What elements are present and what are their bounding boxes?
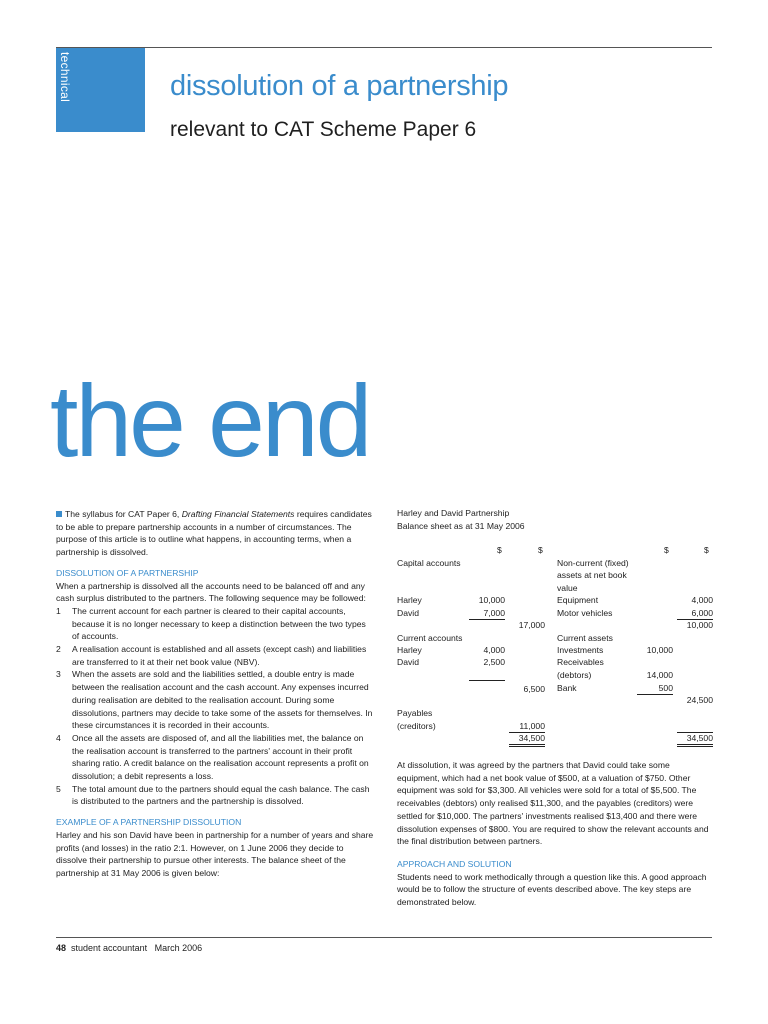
bs-title: Harley and David Partnership [397, 508, 510, 518]
section-heading-approach: APPROACH AND SOLUTION [397, 858, 512, 869]
bs-ca-total: 24,500 [686, 695, 713, 705]
bs-david: David [397, 608, 419, 618]
bs-harley: Harley [397, 595, 422, 605]
bs-capital-accounts: Capital accounts [397, 558, 461, 568]
bs-motor: Motor vehicles [557, 608, 613, 618]
bottom-rule [56, 937, 712, 938]
issue-date: March 2006 [154, 943, 203, 953]
approach-paragraph: Students need to work methodically through a question like this. A good approach would be to follow the structure of events described above. The key steps are demonstrated below. [397, 871, 707, 908]
bs-current-accounts: Current accounts [397, 633, 463, 643]
bs-right-total: 34,500 [686, 733, 713, 743]
bs-cur-harley: 4,000 [483, 645, 505, 655]
section-tab [56, 48, 145, 132]
page-footer [56, 943, 202, 953]
balance-sheet [397, 508, 713, 748]
bs-bank: Bank [557, 683, 577, 693]
bs-investments: Investments [557, 645, 604, 655]
bs-cur-david: 2,500 [483, 657, 505, 667]
section-heading-dissolution: DISSOLUTION OF A PARTNERSHIP [56, 567, 199, 578]
bullet-square-icon [56, 511, 62, 517]
list-item: 4 Once all the assets are disposed of, and all the liabilities met, the balance on the realisation account is transferred to the partners' account in their profit sharing ratio. A credit balance on the realisation account represents a profit on dissolution; a debit represents a loss. [56, 732, 369, 782]
bs-cap-total: 17,000 [518, 620, 545, 630]
bs-bank-val: 500 [658, 683, 673, 693]
bs-harley: Harley [397, 645, 422, 655]
steps-list [56, 605, 374, 808]
article-title: dissolution of a partnership [170, 70, 509, 102]
bs-creditors: (creditors) [397, 721, 436, 731]
hero-heading: the end [50, 364, 370, 478]
bs-equipment-val: 4,000 [691, 595, 713, 605]
bs-current-assets: Current assets [557, 633, 613, 643]
dissolution-paragraph: At dissolution, it was agreed by the partners that David could take some equipment, which had a net book value of $500, at a valuation of $750. Other equipment was sold for $3,300. All vehicles were sold for a total of $5,500. The receivables (debtors) only realised $11,300, and the payables (creditors) were settled for $10,000. The partners' investments realised $13,400 and there were dissolution expenses of $800. You are required to show the relevant accounts and the final distribution between partners. [397, 760, 709, 847]
intro-paragraph: The syllabus for CAT Paper 6, Drafting Financial Statements requires candidates to be able to prepare partnership accounts in a number of circumstances. The purpose of this article is to outline what happens, in accounting terms, when a partnership is dissolved. [56, 509, 372, 558]
bs-equipment: Equipment [557, 595, 599, 605]
list-item: 3 When the assets are sold and the liabilities settled, a double entry is made between the realisation account and the cash account. Any expenses incurred during realisation are debited to the realisation account. During some dissolutions, partners may decide to take some of the assets for themselves. In these circumstances it is recorded in their accounts. [56, 669, 373, 731]
bs-cur-total: 6,500 [523, 684, 545, 694]
section-tab-label: technical [58, 52, 72, 103]
publication-name: student accountant [71, 943, 148, 953]
bs-david: David [397, 657, 419, 667]
paper-title: Drafting Financial Statements [181, 509, 295, 519]
bs-currency: $ [704, 545, 709, 555]
page-number: 48 [56, 943, 67, 953]
bs-receivables: Receivables [557, 657, 604, 667]
bs-cap-david: 7,000 [483, 608, 505, 618]
bs-currency: $ [538, 545, 543, 555]
bs-currency: $ [497, 545, 502, 555]
bs-payables-val: 11,000 [519, 721, 545, 731]
bs-payables: Payables [397, 708, 433, 718]
bs-cap-harley: 10,000 [478, 595, 505, 605]
bs-noncurrent: assets at net book [557, 570, 627, 580]
bs-currency: $ [664, 545, 669, 555]
section-heading-example: EXAMPLE OF A PARTNERSHIP DISSOLUTION [56, 817, 242, 828]
bs-nca-total: 10,000 [686, 620, 713, 630]
bs-motor-val: 6,000 [691, 608, 713, 618]
example-paragraph: Harley and his son David have been in partnership for a number of years and share profits (and losses) in the ratio 2:1. However, on 1 June 2006 they decide to dissolve their partnership to pursue other interests. The balance sheet of the partnership at 31 May 2006 is given below: [56, 829, 374, 878]
bs-left-total: 34,500 [518, 733, 545, 743]
bs-noncurrent: Non-current (fixed) [557, 558, 629, 568]
bs-receivables-val: 14,000 [646, 670, 673, 680]
bs-debtors: (debtors) [557, 670, 592, 680]
right-column-text [397, 759, 713, 909]
list-item: 1 The current account for each partner is cleared to their capital accounts, because it is no longer necessary to keep a distinction between the two types of accounts. [56, 605, 366, 642]
left-column [56, 508, 374, 880]
section-lead: When a partnership is dissolved all the accounts need to be balanced off and any cash surplus distributed to the partners. The following sequence may be followed: [56, 580, 366, 604]
article-subtitle: relevant to CAT Scheme Paper 6 [170, 118, 477, 141]
bs-investments-val: 10,000 [646, 645, 673, 655]
bs-noncurrent: value [557, 583, 578, 593]
top-rule [56, 47, 712, 48]
list-item: 2 A realisation account is established and all assets (except cash) and liabilities are transferred to it at their net book value (NBV). [56, 644, 367, 667]
bs-subtitle: Balance sheet as at 31 May 2006 [397, 521, 525, 531]
list-item: 5 The total amount due to the partners should equal the cash balance. The cash is distributed to the partners and the partnership is dissolved. [56, 783, 370, 807]
